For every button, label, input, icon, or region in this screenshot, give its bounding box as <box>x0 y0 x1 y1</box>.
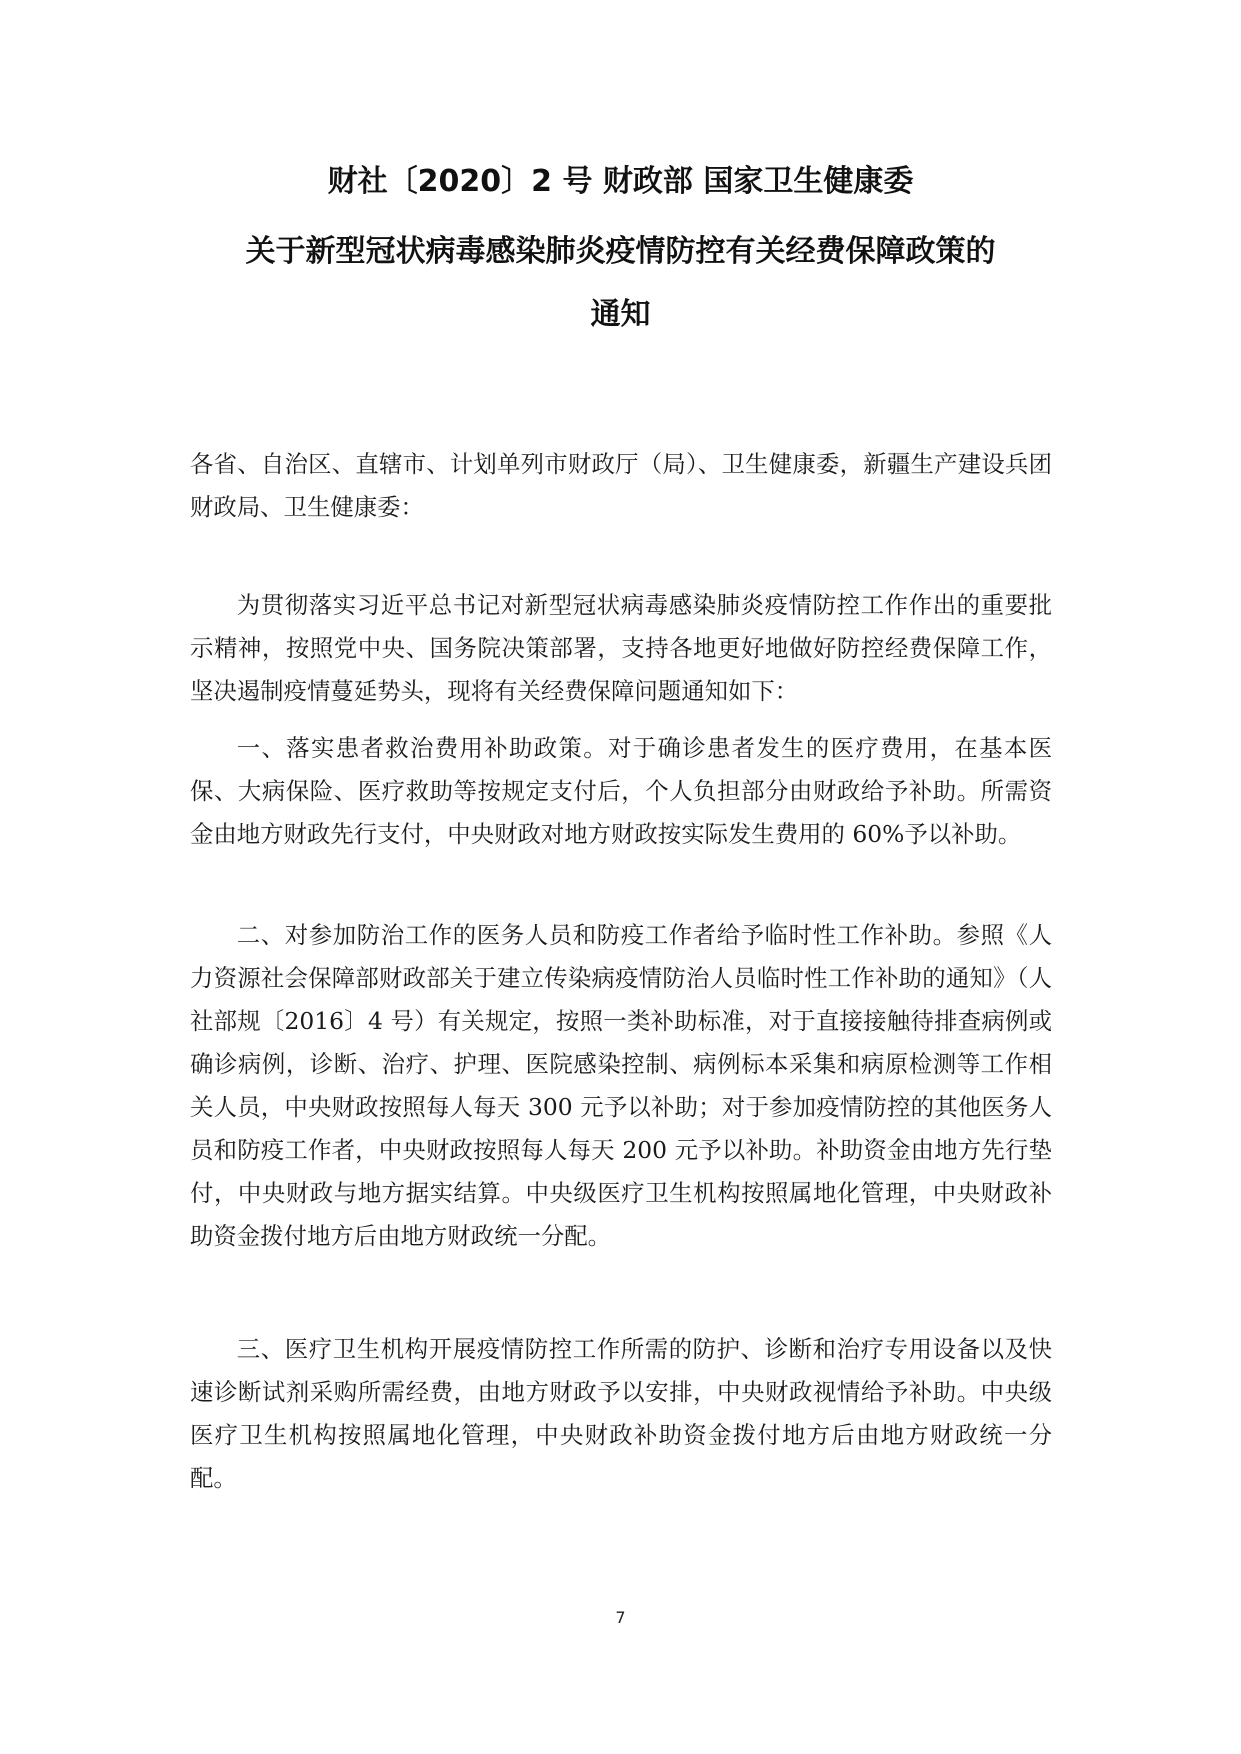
page-number: 7 <box>615 1608 626 1627</box>
paragraph-item-3: 三、医疗卫生机构开展疫情防控工作所需的防护、诊断和治疗专用设备以及快速诊断试剂采购所需经费，由地方财政予以安排，中央财政视情给予补助。中央级医疗卫生机构按照属地化管理，中央财政补助资金拨付地方后由地方财政统一分配。 <box>190 1335 1052 1492</box>
document-title-line-3: 通知 <box>590 297 651 332</box>
paragraph-item-2: 二、对参加防治工作的医务人员和防疫工作者给予临时性工作补助。参照《人力资源社会保障部财政部关于建立传染病疫情防治人员临时性工作补助的通知》（人社部规〔2016〕4 号）有关规定，按照一类补助标准，对于直接接触待排查病例或确诊病例，诊断、治疗、护理、医院感染控制、病例标本采集和病原检测等工作相关人员，中央财政按照每人每天 300 元予以补助；对于参加疫情防控的其他医务人员和防疫工作者，中央财政按照每人每天 200 元予以补助。补助资金由地方先行垫付，中央财政与地方据实结算。中央级医疗卫生机构按照属地化管理，中央财政补助资金拨付地方后由地方财政统一分配。 <box>190 921 1052 1250</box>
document-title-line-2: 关于新型冠状病毒感染肺炎疫情防控有关经费保障政策的 <box>245 234 996 269</box>
salutation: 各省、自治区、直辖市、计划单列市财政厅（局）、卫生健康委，新疆生产建设兵团财政局、卫生健康委： <box>190 450 1052 521</box>
paragraph-item-1: 一、落实患者救治费用补助政策。对于确诊患者发生的医疗费用，在基本医保、大病保险、医疗救助等按规定支付后，个人负担部分由财政给予补助。所需资金由地方财政先行支付，中央财政对地方财政按实际发生费用的 60%予以补助。 <box>190 734 1052 848</box>
paragraph-intro: 为贯彻落实习近平总书记对新型冠状病毒感染肺炎疫情防控工作作出的重要批示精神，按照党中央、国务院决策部署，支持各地更好地做好防控经费保障工作，坚决遏制疫情蔓延势头，现将有关经费保障问题通知如下： <box>190 591 1052 705</box>
document-title-line-1: 财社〔2020〕2 号 财政部 国家卫生健康委 <box>327 164 914 199</box>
